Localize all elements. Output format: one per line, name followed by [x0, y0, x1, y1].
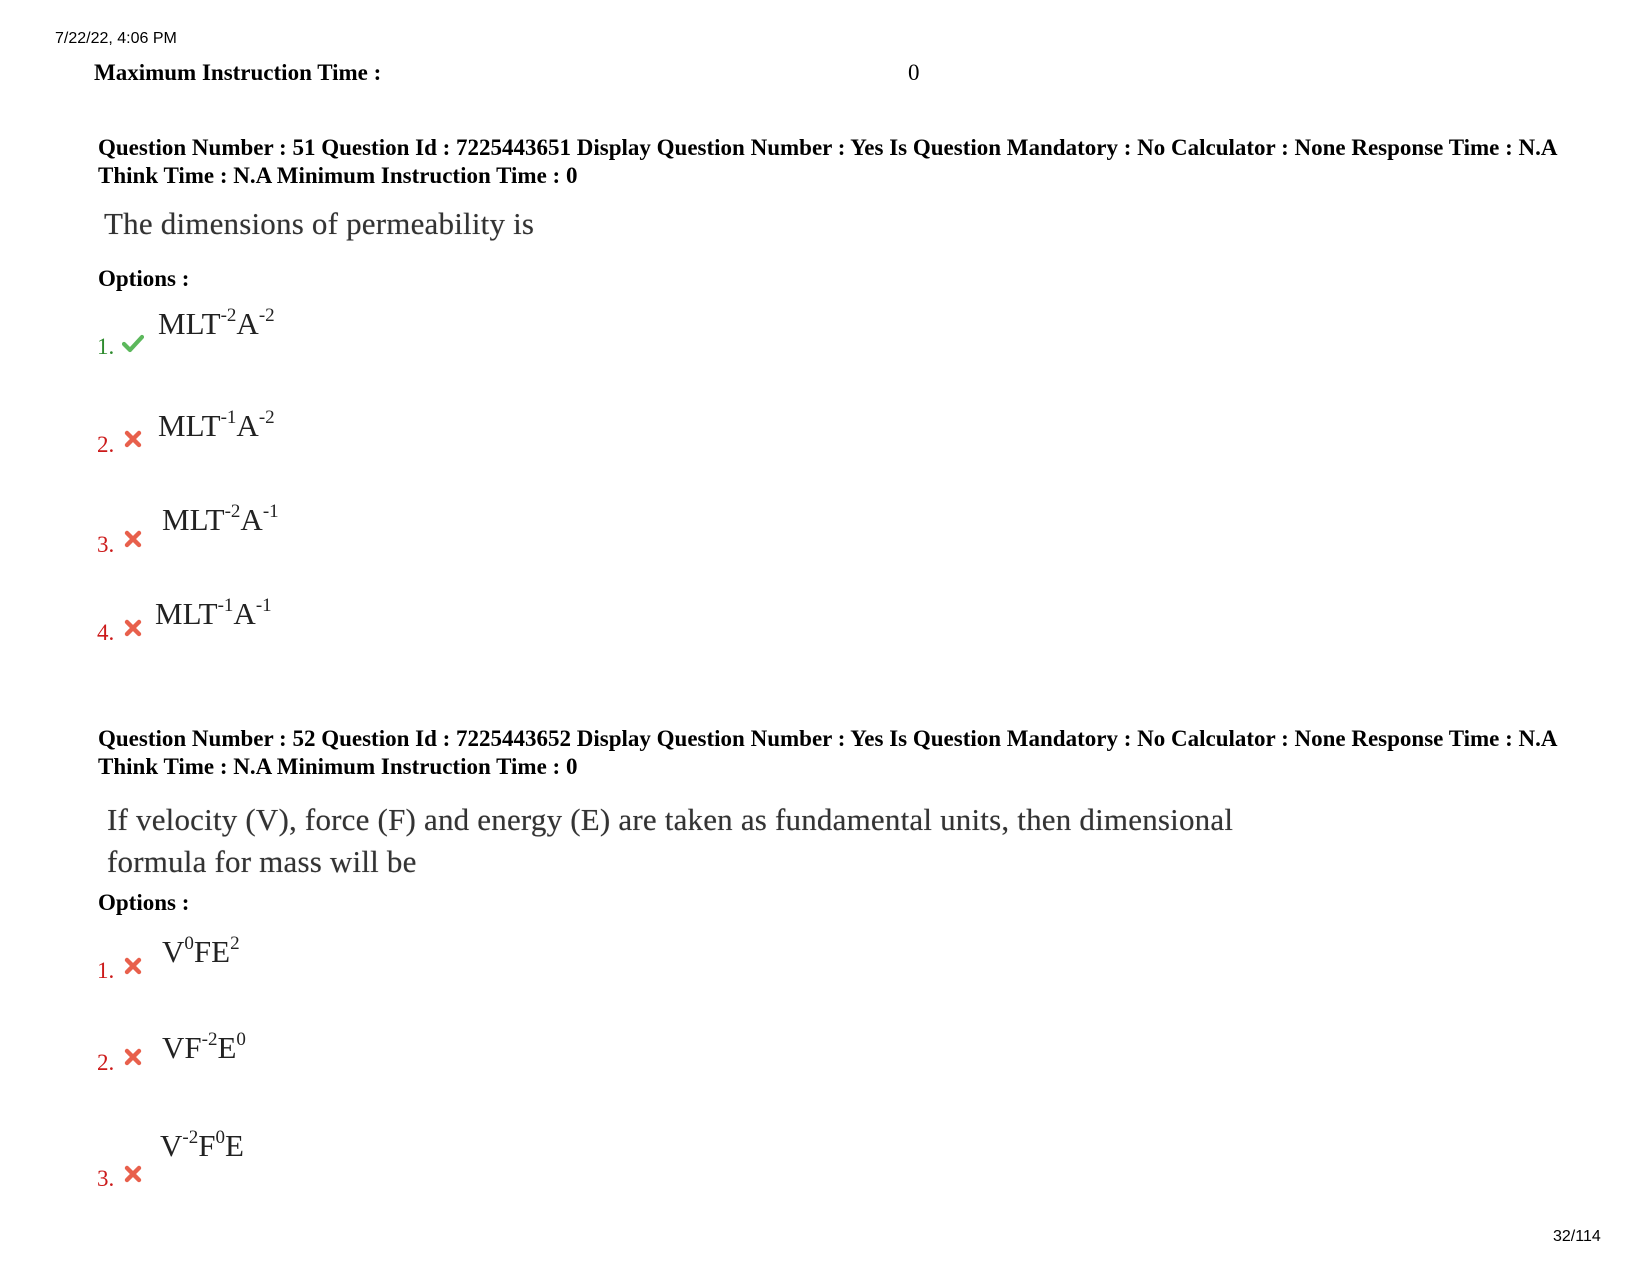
q52-option-3-formula — [160, 1128, 244, 1164]
formula-base: A — [236, 306, 259, 341]
formula-exponent: -1 — [255, 595, 272, 616]
formula-base: A — [233, 596, 256, 631]
formula-exponent: -1 — [262, 501, 279, 522]
formula-exponent: -2 — [224, 501, 241, 522]
question-51-header: Question Number : 51 Question Id : 7225443651 Display Question Number : Yes Is Question Mandatory : No Calculator : None Response Time : N.A Think Time : N.A Minimum Instruction Time : 0 — [98, 135, 1557, 188]
question-52-text-line-2: formula for mass will be — [107, 844, 417, 879]
formula-exponent: -1 — [220, 407, 237, 428]
formula-base: MLT — [162, 502, 225, 537]
print-timestamp: 7/22/22, 4:06 PM — [55, 30, 177, 47]
q51-option-1-formula — [158, 306, 275, 342]
formula-exponent: -1 — [217, 595, 234, 616]
formula-exponent: -2 — [258, 305, 275, 326]
question-51-text: The dimensions of permeability is — [104, 206, 535, 241]
formula-exponent: -2 — [258, 407, 275, 428]
formula-exponent: -2 — [182, 1127, 199, 1148]
question-52-header: Question Number : 52 Question Id : 7225443652 Display Question Number : Yes Is Question Mandatory : No Calculator : None Response Time : N.A Think Time : N.A Minimum Instruction Time : 0 — [98, 726, 1557, 779]
formula-base: V — [162, 934, 185, 969]
question-51-options-label: Options : — [98, 266, 190, 291]
q51-option-3-number: 3. — [97, 532, 115, 557]
formula-base: A — [240, 502, 263, 537]
max-instruction-time-value: 0 — [908, 60, 920, 85]
formula-base: MLT — [158, 306, 221, 341]
formula-exponent: 2 — [230, 933, 240, 954]
q51-option-2-number: 2. — [97, 432, 115, 457]
q51-option-2-formula — [158, 408, 275, 444]
formula-exponent: -2 — [201, 1029, 218, 1050]
formula-base: VF — [162, 1030, 202, 1065]
question-52-text-line-1: If velocity (V), force (F) and energy (E) are taken as fundamental units, then dimensional — [107, 802, 1234, 837]
page-number: 32/114 — [1553, 1228, 1601, 1245]
q51-option-3-formula — [162, 502, 279, 538]
q52-option-2-number: 2. — [97, 1050, 115, 1075]
formula-base: MLT — [158, 408, 221, 443]
cross-icon — [122, 617, 144, 639]
cross-icon — [122, 428, 144, 450]
formula-base: E — [217, 1030, 237, 1065]
formula-base: E — [224, 1128, 244, 1163]
cross-icon — [122, 1046, 144, 1068]
q51-option-4-number: 4. — [97, 620, 115, 645]
q51-option-4-formula — [155, 596, 272, 632]
q52-option-2-formula — [162, 1030, 246, 1066]
q52-option-1-number: 1. — [97, 958, 115, 983]
formula-exponent: 0 — [236, 1029, 246, 1050]
cross-icon — [122, 528, 144, 550]
formula-base: FE — [193, 934, 231, 969]
cross-icon — [122, 1163, 144, 1185]
q51-option-1-number: 1. — [97, 334, 115, 359]
question-52-options-label: Options : — [98, 890, 190, 915]
check-icon — [122, 332, 144, 354]
formula-base: F — [198, 1128, 216, 1163]
formula-base: MLT — [155, 596, 218, 631]
q52-option-1-formula — [162, 934, 240, 970]
formula-base: V — [160, 1128, 183, 1163]
formula-exponent: 0 — [184, 933, 194, 954]
q52-option-3-number: 3. — [97, 1166, 115, 1191]
formula-base: A — [236, 408, 259, 443]
formula-exponent: 0 — [215, 1127, 225, 1148]
cross-icon — [122, 955, 144, 977]
max-instruction-time-label: Maximum Instruction Time : — [94, 60, 382, 85]
formula-exponent: -2 — [220, 305, 237, 326]
